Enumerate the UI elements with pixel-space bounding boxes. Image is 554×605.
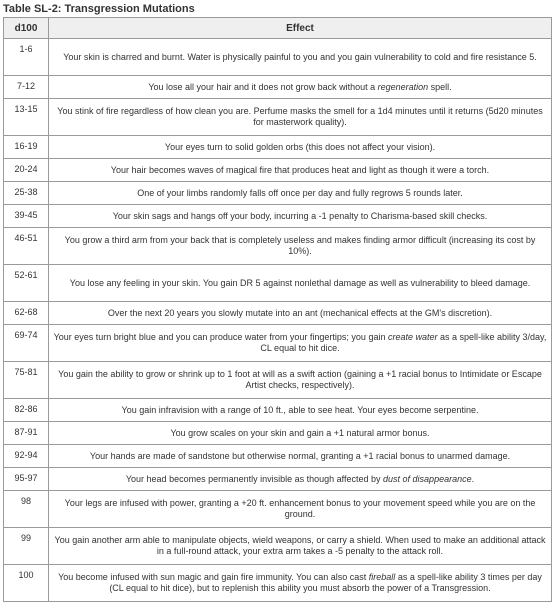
effect-text-part: as a spell-like ability 3/day, CL equal to hit dice.	[260, 332, 547, 353]
effect-text-part: Your eyes turn bright blue and you can produce water from your fingertips; you gain	[53, 332, 388, 342]
effect-text	[49, 136, 552, 159]
effect-text-part: You gain the ability to grow or shrink up to 1 foot at will as a swift action (gaining a +1 racial bonus to Intimidate or Escape Artist checks, respectively).	[58, 369, 542, 390]
effect-text-part: You become infused with sun magic and gain fire immunity. You can also cast	[58, 572, 369, 582]
effect-text	[49, 362, 552, 399]
table-body	[4, 39, 552, 602]
effect-text	[49, 445, 552, 468]
effect-text-part: You lose all your hair and it does not grow back without a	[148, 81, 378, 92]
effect-text-part: Your skin is charred and burnt. Water is physically painful to you and you gain vulnerability to cold and fire resistance 5.	[63, 51, 537, 62]
effect-text-part: as a spell-like ability 3 times per day (CL equal to hit dice), but to replenish this ability you must absorb the power of a Transgression.	[109, 572, 542, 593]
table-title: Table SL-2: Transgression Mutations	[3, 3, 195, 15]
effect-text	[49, 228, 552, 265]
effect-text	[49, 265, 552, 302]
table-row	[4, 39, 552, 76]
spell-name: dust of disappearance	[383, 473, 472, 484]
effect-text-part: Your hair becomes waves of magical fire that produces heat and light as though it were a torch.	[110, 164, 490, 175]
effect-text	[49, 182, 552, 205]
effect-text-part: You lose any feeling in your skin. You gain DR 5 against nonlethal damage as well as vulnerability to bleed damage.	[69, 277, 531, 288]
roll-range: 1-6	[4, 39, 49, 76]
table-row	[4, 445, 552, 468]
effect-text	[49, 528, 552, 565]
roll-range: 87-91	[4, 422, 49, 445]
effect-text-part: One of your limbs randomly falls off once per day and fully regrows 5 rounds later.	[137, 187, 463, 198]
table-row	[4, 491, 552, 528]
table-row	[4, 182, 552, 205]
roll-range: 25-38	[4, 182, 49, 205]
roll-range: 99	[4, 528, 49, 565]
roll-range: 13-15	[4, 99, 49, 136]
effect-text	[49, 325, 552, 362]
table-row	[4, 76, 552, 99]
spell-name: fireball	[368, 572, 396, 582]
effect-text-part: Your legs are infused with power, granting a +20 ft. enhancement bonus to your movement speed while you are on the ground.	[64, 498, 536, 519]
mutations-table	[3, 17, 552, 602]
effect-text-part: You gain infravision with a range of 10 ft., able to see heat. Your eyes become serpentine.	[121, 404, 479, 415]
column-header-effect: Effect	[49, 18, 552, 39]
effect-text	[49, 159, 552, 182]
effect-text	[49, 205, 552, 228]
table-row	[4, 265, 552, 302]
column-header-d100: d100	[4, 18, 49, 39]
effect-text-part: Your hands are made of sandstone but otherwise normal, granting a +1 racial bonus to unarmed damage.	[89, 450, 511, 461]
roll-range: 95-97	[4, 468, 49, 491]
table-row	[4, 99, 552, 136]
table-row	[4, 205, 552, 228]
roll-range: 16-19	[4, 136, 49, 159]
effect-text-part: Over the next 20 years you slowly mutate into an ant (mechanical effects at the GM's discretion).	[107, 307, 493, 318]
roll-range: 39-45	[4, 205, 49, 228]
effect-text-part: spell.	[428, 81, 452, 92]
table-row	[4, 422, 552, 445]
roll-range: 46-51	[4, 228, 49, 265]
table-row	[4, 528, 552, 565]
roll-range: 82-86	[4, 399, 49, 422]
effect-text	[49, 399, 552, 422]
table-row	[4, 325, 552, 362]
effect-text	[49, 565, 552, 602]
effect-text	[49, 468, 552, 491]
roll-range: 62-68	[4, 302, 49, 325]
roll-range: 92-94	[4, 445, 49, 468]
table-row	[4, 399, 552, 422]
effect-text-part: You grow scales on your skin and gain a +1 natural armor bonus.	[170, 427, 430, 438]
roll-range: 52-61	[4, 265, 49, 302]
effect-text-part: Your skin sags and hangs off your body, incurring a -1 penalty to Charisma-based skill checks.	[112, 210, 488, 221]
table-row	[4, 228, 552, 265]
table-row	[4, 565, 552, 602]
effect-text-part: .	[471, 473, 475, 484]
roll-range: 98	[4, 491, 49, 528]
effect-text-part: You stink of fire regardless of how clean you are. Perfume masks the smell for a 1d4 minutes until it returns (5d20 minutes for masterwork quality).	[57, 106, 543, 127]
effect-text	[49, 491, 552, 528]
effect-text	[49, 99, 552, 136]
table-row	[4, 136, 552, 159]
roll-range: 69-74	[4, 325, 49, 362]
table-row	[4, 159, 552, 182]
spell-name: regeneration	[377, 81, 429, 92]
effect-text	[49, 39, 552, 76]
roll-range: 100	[4, 565, 49, 602]
effect-text-part: Your eyes turn to solid golden orbs (this does not affect your vision).	[164, 141, 436, 152]
roll-range: 20-24	[4, 159, 49, 182]
table-row	[4, 362, 552, 399]
table-header-row	[4, 18, 552, 39]
effect-text	[49, 302, 552, 325]
effect-text-part: Your head becomes permanently invisible as though affected by	[125, 473, 384, 484]
effect-text-part: You grow a third arm from your back that is completely useless and makes finding armor difficult (increasing its cost by 10%).	[64, 235, 536, 256]
effect-text-part: You gain another arm able to manipulate objects, wield weapons, or carry a shield. When used to make an additional attack in a full-round attack, your extra arm takes a -5 penalty to the attack roll.	[54, 535, 546, 556]
roll-range: 75-81	[4, 362, 49, 399]
effect-text	[49, 76, 552, 99]
table-row	[4, 302, 552, 325]
spell-name: create water	[387, 332, 438, 342]
table-row	[4, 468, 552, 491]
roll-range: 7-12	[4, 76, 49, 99]
effect-text	[49, 422, 552, 445]
